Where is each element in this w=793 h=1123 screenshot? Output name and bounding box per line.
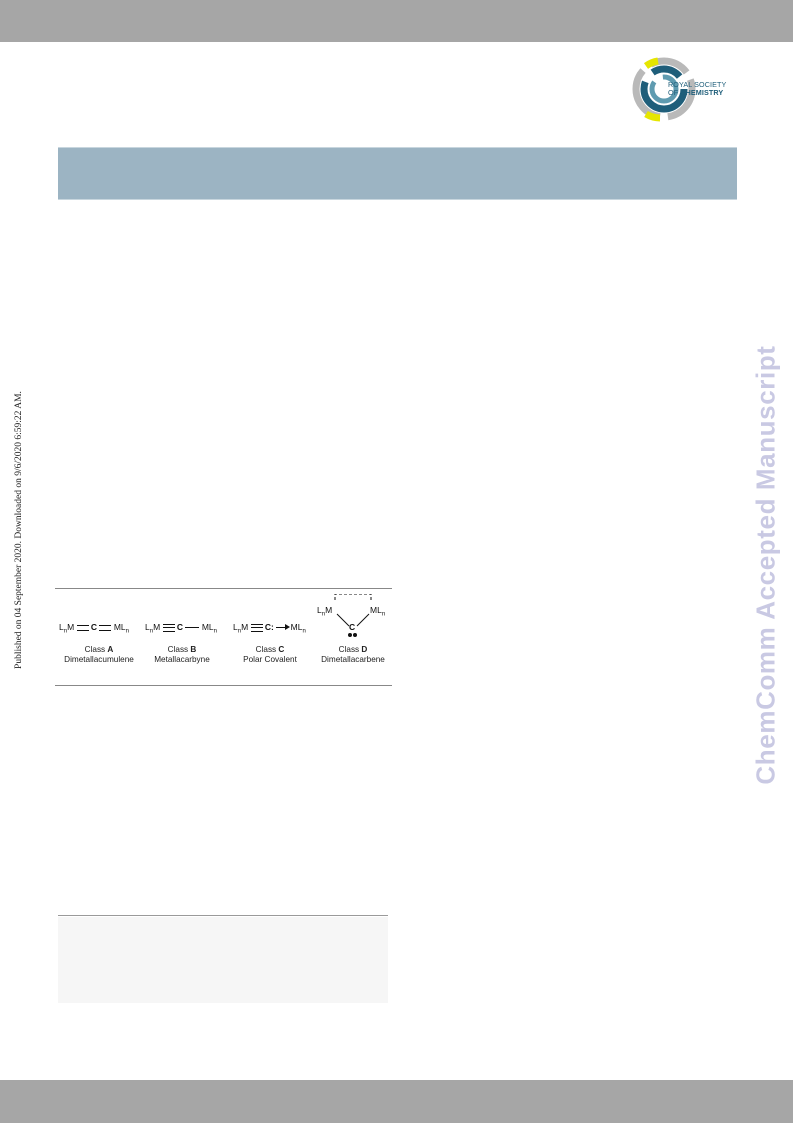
caption-class-d: Class D Dimetallacarbene <box>321 645 385 664</box>
logo-line1: ROYAL SOCIETY <box>668 80 727 89</box>
watermark-text: ChemComm Accepted Manuscript <box>750 345 781 785</box>
caption-class-a: Class A Dimetallacumulene <box>64 645 134 664</box>
caption-class-c: Class C Polar Covalent <box>243 645 297 664</box>
top-bar <box>0 0 793 42</box>
caption-class-b: Class B Metallacarbyne <box>154 645 210 664</box>
scheme-top-rule <box>55 588 392 589</box>
formula-class-d-left: $L_nM$ <box>317 605 333 618</box>
bonding-classes-scheme <box>55 588 392 688</box>
formula-class-d-right: $ML_n$ <box>370 605 386 618</box>
scheme-bottom-rule <box>55 685 392 686</box>
rsc-logo-text <box>668 81 726 97</box>
lower-section-rule <box>58 915 388 916</box>
formula-class-b: $L_nM$ C $ML_n$ <box>145 622 217 635</box>
lower-section-box <box>58 917 388 1003</box>
article-header-band <box>58 147 737 200</box>
bottom-bar <box>0 1080 793 1123</box>
logo-line2-emphasis: CHEMISTRY <box>680 88 724 97</box>
rsc-logo <box>632 56 728 128</box>
publication-stamp <box>13 370 25 690</box>
accepted-manuscript-watermark <box>750 300 793 830</box>
formula-class-d-carbon: C <box>349 622 356 632</box>
formula-class-c: $L_nM$ C: $ML_n$ <box>233 622 306 635</box>
logo-line2-prefix: OF <box>668 88 681 97</box>
formula-class-a: $L_nM$ C $ML_n$ <box>59 622 129 635</box>
publication-stamp-text: Published on 04 September 2020. Downloaded on 9/6/2020 6:59:22 AM. <box>14 391 24 669</box>
